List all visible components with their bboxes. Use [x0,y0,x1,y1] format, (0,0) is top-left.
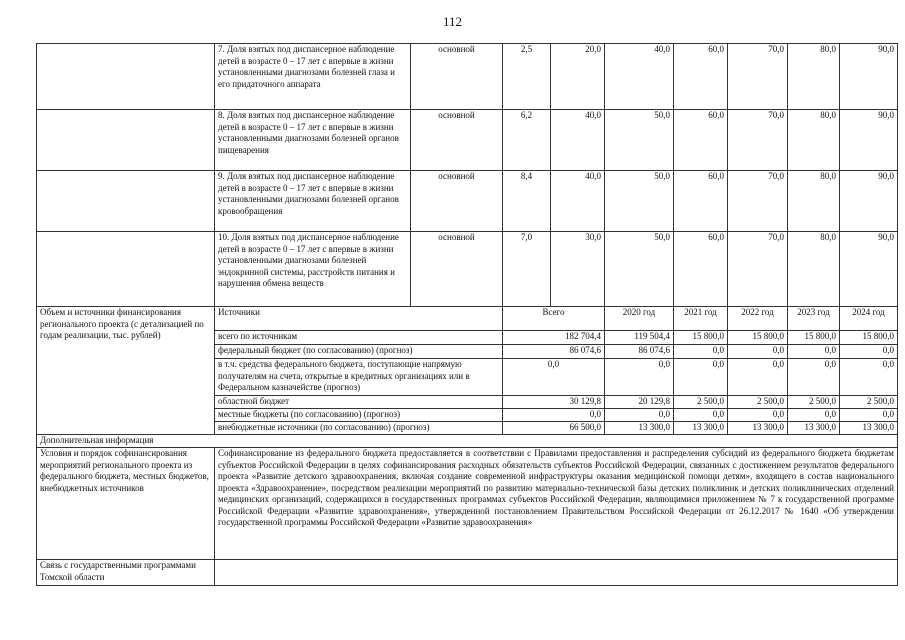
indicator-value-2023: 80,0 [788,44,840,110]
finance-2020: 86 074,6 [605,345,674,359]
indicator-text: 9. Доля взятых под диспансерное наблюдение детей в возрасте 0 – 17 лет с впервые в жизни установленными диагнозами болезней органов кровообращения [215,171,411,232]
finance-2022: 15 800,0 [728,331,788,345]
indicator-base: 2,5 [503,44,551,110]
finance-2024: 2 500,0 [840,396,898,409]
indicator-value-2024: 90,0 [840,44,898,110]
finance-2020: 0,0 [605,359,674,396]
indicator-group-blank [37,44,215,110]
finance-source: всего по источникам [215,331,503,345]
finance-header-2022: 2022 год [728,307,788,331]
indicator-value-2019: 40,0 [551,171,605,232]
page-number: 112 [442,14,463,29]
indicator-text: 7. Доля взятых под диспансерное наблюдение детей в возрасте 0 – 17 лет с впервые в жизни установленными диагнозами болезней глаза и его придаточного аппарата [215,44,411,110]
additional-header-row [37,435,898,448]
finance-2024: 0,0 [840,409,898,422]
finance-2020: 119 504,4 [605,331,674,345]
indicator-value-2019: 40,0 [551,110,605,171]
finance-header-total: Всего [503,307,605,331]
finance-source: местные бюджеты (по согласованию) (прогноз) [215,409,503,422]
indicator-value-2023: 80,0 [788,232,840,307]
finance-header-sources: Источники [215,307,503,331]
indicator-type: основной [411,110,503,171]
indicator-value-2020: 50,0 [605,232,674,307]
indicator-group-blank [37,171,215,232]
indicator-value-2024: 90,0 [840,171,898,232]
indicator-group-blank [37,110,215,171]
conditions-text: Софинансирование из федерального бюджета предоставляется в соответствии с Правилами предоставления и распределения субсидий из федерального бюджета бюджетам субъектов Российской Федерации в целях софинансирования расходных обязательств субъектов Российской Федерации, связанных с достижением результатов федерального проекта «Развитие детского здравоохранения, включая создание современной инфраструктуры оказания медицинской помощи детям», входящего в состав национального проекта «Здравоохранение», посредством реализации мероприятий по развитию материально-технической базы детских поликлиник и детских поликлинических отделений медицинских организаций, содержащихся в государственных программах субъектов Российской Федерации, являющимися приложением № 7 к государственной программе Российской Федерации «Развитие здравоохранения», утвержденной постановлением Правительством Российской Федерации от 26.12.2017 № 1640 «Об утверждении государственной программы Российской Федерации «Развитие здравоохранения» [215,448,898,560]
finance-2021: 15 800,0 [674,331,728,345]
finance-2023: 2 500,0 [788,396,840,409]
finance-2021: 0,0 [674,359,728,396]
finance-label: Объем и источники финансирования регионального проекта (с детализацией по годам реализации, тыс. рублей) [37,307,215,435]
indicator-value-2019: 30,0 [551,232,605,307]
indicator-base: 8,4 [503,171,551,232]
finance-2020: 20 129,8 [605,396,674,409]
finance-2024: 0,0 [840,359,898,396]
indicator-row [37,171,898,232]
finance-2023: 0,0 [788,409,840,422]
finance-2024: 0,0 [840,345,898,359]
finance-2022: 0,0 [728,359,788,396]
finance-2023: 0,0 [788,345,840,359]
indicator-value-2021: 60,0 [674,232,728,307]
finance-total: 86 074,6 [503,345,605,359]
indicator-value-2023: 80,0 [788,171,840,232]
finance-source: внебюджетные источники (по согласованию) (прогноз) [215,422,503,435]
indicator-value-2022: 70,0 [728,110,788,171]
indicator-text: 10. Доля взятых под диспансерное наблюдение детей в возрасте 0 – 17 лет с впервые в жизни установленными диагнозами болезней эндокринной системы, расстройств питания и нарушения обмена веществ [215,232,411,307]
indicator-row [37,44,898,110]
finance-header-2021: 2021 год [674,307,728,331]
finance-total: 0,0 [503,409,605,422]
indicator-type: основной [411,171,503,232]
indicator-value-2021: 60,0 [674,44,728,110]
finance-header-2024: 2024 год [840,307,898,331]
indicator-base: 7,0 [503,232,551,307]
indicator-value-2023: 80,0 [788,110,840,171]
indicator-value-2020: 40,0 [605,44,674,110]
program-link-text [215,560,898,586]
indicator-value-2021: 60,0 [674,171,728,232]
indicator-value-2021: 60,0 [674,110,728,171]
finance-header-row [37,307,898,331]
finance-2021: 2 500,0 [674,396,728,409]
finance-2021: 13 300,0 [674,422,728,435]
finance-total: 30 129,8 [503,396,605,409]
finance-total: 182 704,4 [503,331,605,345]
finance-header-2023: 2023 год [788,307,840,331]
program-link-label: Связь с государственными программами Томской области [37,560,215,586]
indicator-value-2020: 50,0 [605,171,674,232]
passport-table [36,43,898,586]
finance-2023: 13 300,0 [788,422,840,435]
indicator-value-2024: 90,0 [840,110,898,171]
indicator-type: основной [411,232,503,307]
finance-2022: 0,0 [728,345,788,359]
finance-2022: 0,0 [728,409,788,422]
finance-2023: 0,0 [788,359,840,396]
finance-2024: 15 800,0 [840,331,898,345]
indicator-base: 6,2 [503,110,551,171]
indicator-value-2022: 70,0 [728,171,788,232]
finance-total: 66 500,0 [503,422,605,435]
indicator-row [37,232,898,307]
program-link-row [37,560,898,586]
conditions-label: Условия и порядок софинансирования мероприятий регионального проекта из федерального бюджета, местных бюджетов, внебюджетных источников [37,448,215,560]
indicator-group-blank [37,232,215,307]
finance-header-2020: 2020 год [605,307,674,331]
indicator-text: 8. Доля взятых под диспансерное наблюдение детей в возрасте 0 – 17 лет с впервые в жизни установленными диагнозами болезней органов пищеварения [215,110,411,171]
finance-2021: 0,0 [674,409,728,422]
conditions-row [37,448,898,560]
additional-header: Дополнительная информация [37,435,898,448]
indicator-value-2022: 70,0 [728,232,788,307]
finance-2022: 13 300,0 [728,422,788,435]
indicator-value-2020: 50,0 [605,110,674,171]
indicator-value-2022: 70,0 [728,44,788,110]
indicator-value-2019: 20,0 [551,44,605,110]
indicator-value-2024: 90,0 [840,232,898,307]
finance-2023: 15 800,0 [788,331,840,345]
finance-total: 0,0 [503,359,605,396]
finance-2020: 13 300,0 [605,422,674,435]
finance-source: федеральный бюджет (по согласованию) (прогноз) [215,345,503,359]
finance-2024: 13 300,0 [840,422,898,435]
finance-2020: 0,0 [605,409,674,422]
indicator-row [37,110,898,171]
finance-2022: 2 500,0 [728,396,788,409]
finance-2021: 0,0 [674,345,728,359]
finance-source: областной бюджет [215,396,503,409]
indicator-type: основной [411,44,503,110]
finance-source: в т.ч. средства федерального бюджета, поступающие напрямую получателям на счета, открытые в кредитных организациях или в Федеральном казначействе (прогноз) [215,359,503,396]
